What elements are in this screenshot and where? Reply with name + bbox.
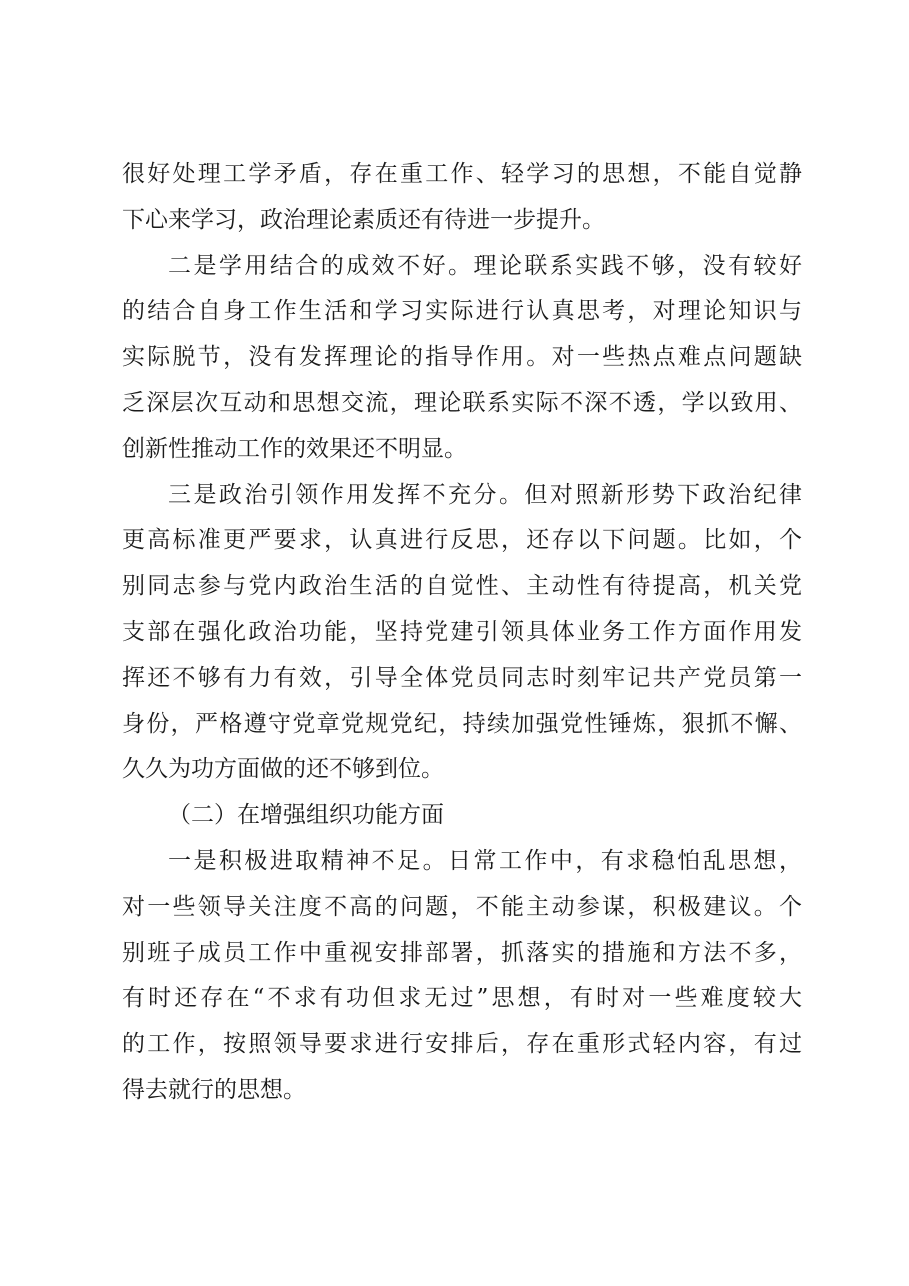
document-body: [122, 152, 802, 1114]
text-line: 的工作，按照领导要求进行安排后，存在重形式轻内容，有过: [122, 1031, 802, 1058]
text-line: 很好处理工学矛盾，存在重工作、轻学习的思想，不能自觉静: [122, 161, 802, 187]
text-line: 挥还不够有力有效，引导全体党员同志时刻牢记共产党员第一: [122, 664, 802, 691]
paragraph-4: [122, 839, 802, 1114]
text-line: 二是学用结合的成效不好。理论联系实践不够，没有较好: [168, 252, 802, 279]
text-line: 乏深层次互动和思想交流，理论联系实际不深不透，学以致用、: [122, 389, 802, 416]
text-line: 更高标准更严要求，认真进行反思，还存以下问题。比如，个: [122, 527, 802, 554]
text-line: 久久为功方面做的还不够到位。: [122, 756, 444, 783]
text-line: 的结合自身工作生活和学习实际进行认真思考，对理论知识与: [122, 298, 802, 325]
text-line: 实际脱节，没有发挥理论的指导作用。对一些热点难点问题缺: [122, 344, 802, 371]
text-line: 支部在强化政治功能，坚持党建引领具体业务工作方面作用发: [122, 618, 802, 645]
section-heading: [122, 793, 802, 839]
paragraph-1: [122, 152, 802, 244]
text-line: 得去就行的思想。: [122, 1076, 306, 1103]
text-line: 创新性推动工作的效果还不明显。: [122, 435, 467, 462]
text-line: 对一些领导关注度不高的问题，不能主动参谋，积极建议。个: [122, 893, 802, 920]
paragraph-3: [122, 473, 802, 794]
text-line: 身份，严格遵守党章党规党纪，持续加强党性锤炼，狠抓不懈、: [122, 710, 802, 737]
text-line: 别同志参与党内政治生活的自觉性、主动性有待提高，机关党: [122, 573, 802, 600]
text-line: 一是积极进取精神不足。日常工作中，有求稳怕乱思想，: [168, 847, 802, 874]
paragraph-2: [122, 244, 802, 473]
text-line: 别班子成员工作中重视安排部署，抓落实的措施和方法不多，: [122, 939, 802, 966]
text-line: 有时还存在“不求有功但求无过”思想，有时对一些难度较大: [122, 985, 802, 1012]
section-heading-text: （二）在增强组织功能方面: [168, 802, 444, 829]
text-line: 下心来学习，政治理论素质还有待进一步提升。: [122, 206, 605, 233]
text-line: 三是政治引领作用发挥不充分。但对照新形势下政治纪律: [168, 481, 802, 508]
